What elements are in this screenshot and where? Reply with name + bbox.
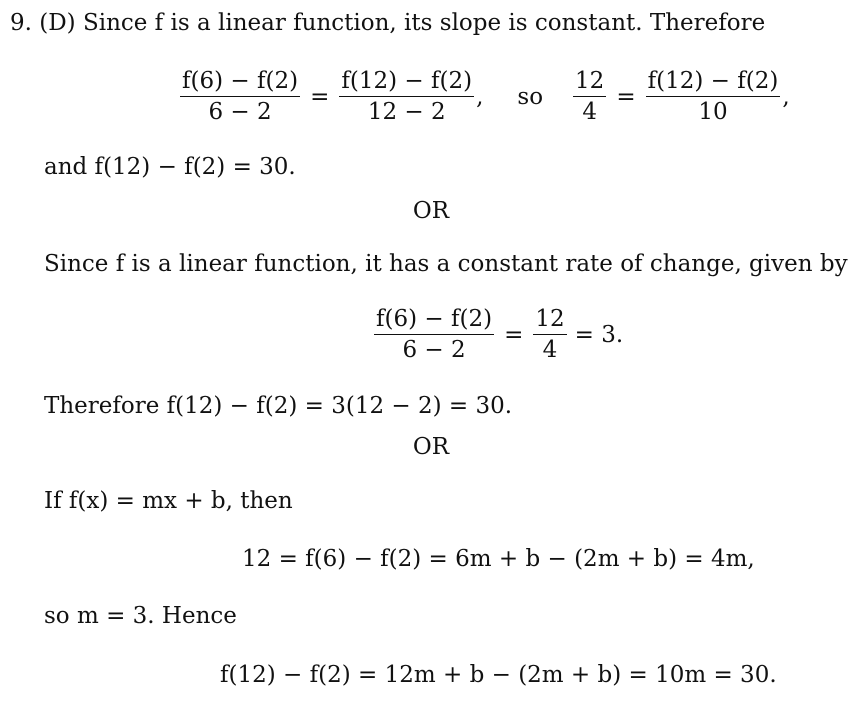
- equals-sign: =: [310, 83, 330, 110]
- hence-line: so m = 3. Hence: [44, 603, 237, 629]
- comma: ,: [782, 83, 790, 110]
- fraction: [646, 68, 781, 125]
- equals-sign: =: [616, 83, 636, 110]
- numerator: f(12) − f(2): [341, 68, 473, 94]
- or-separator: OR: [412, 198, 450, 224]
- denominator: 4: [542, 337, 558, 363]
- result-line: and f(12) − f(2) = 30.: [44, 154, 296, 180]
- rate-of-change-line: Since f is a linear function, it has a constant rate of change, given by: [44, 251, 848, 277]
- denominator: 6 − 2: [402, 337, 466, 363]
- numerator: 12: [575, 68, 605, 94]
- or-separator: OR: [412, 434, 450, 460]
- denominator: 12 − 2: [367, 99, 446, 125]
- fraction: [339, 68, 474, 125]
- linear-form-line: If f(x) = mx + b, then: [44, 488, 293, 514]
- numerator: f(6) − f(2): [182, 68, 299, 94]
- comma: ,: [476, 83, 484, 110]
- equation-final: f(12) − f(2) = 12m + b − (2m + b) = 10m = 30.: [220, 662, 777, 688]
- fraction: [180, 68, 300, 125]
- fraction: [374, 306, 494, 363]
- equation-4m: 12 = f(6) − f(2) = 6m + b − (2m + b) = 4m,: [242, 546, 755, 572]
- equals-sign: =: [504, 321, 524, 348]
- denominator: 4: [582, 99, 597, 125]
- denominator: 10: [698, 99, 728, 125]
- denominator: 6 − 2: [208, 99, 272, 125]
- numerator: f(12) − f(2): [647, 68, 779, 94]
- equation-slope: [180, 68, 790, 125]
- therefore-line: Therefore f(12) − f(2) = 3(12 − 2) = 30.: [44, 393, 513, 419]
- result-value: = 3.: [574, 321, 624, 348]
- equation-rate: [374, 306, 623, 363]
- numerator: f(6) − f(2): [376, 306, 493, 332]
- fraction: [573, 68, 606, 125]
- numerator: 12: [535, 306, 565, 332]
- problem-intro: 9. (D) Since f is a linear function, its slope is constant. Therefore: [10, 10, 766, 36]
- so-word: so: [517, 83, 544, 110]
- fraction: [533, 306, 566, 363]
